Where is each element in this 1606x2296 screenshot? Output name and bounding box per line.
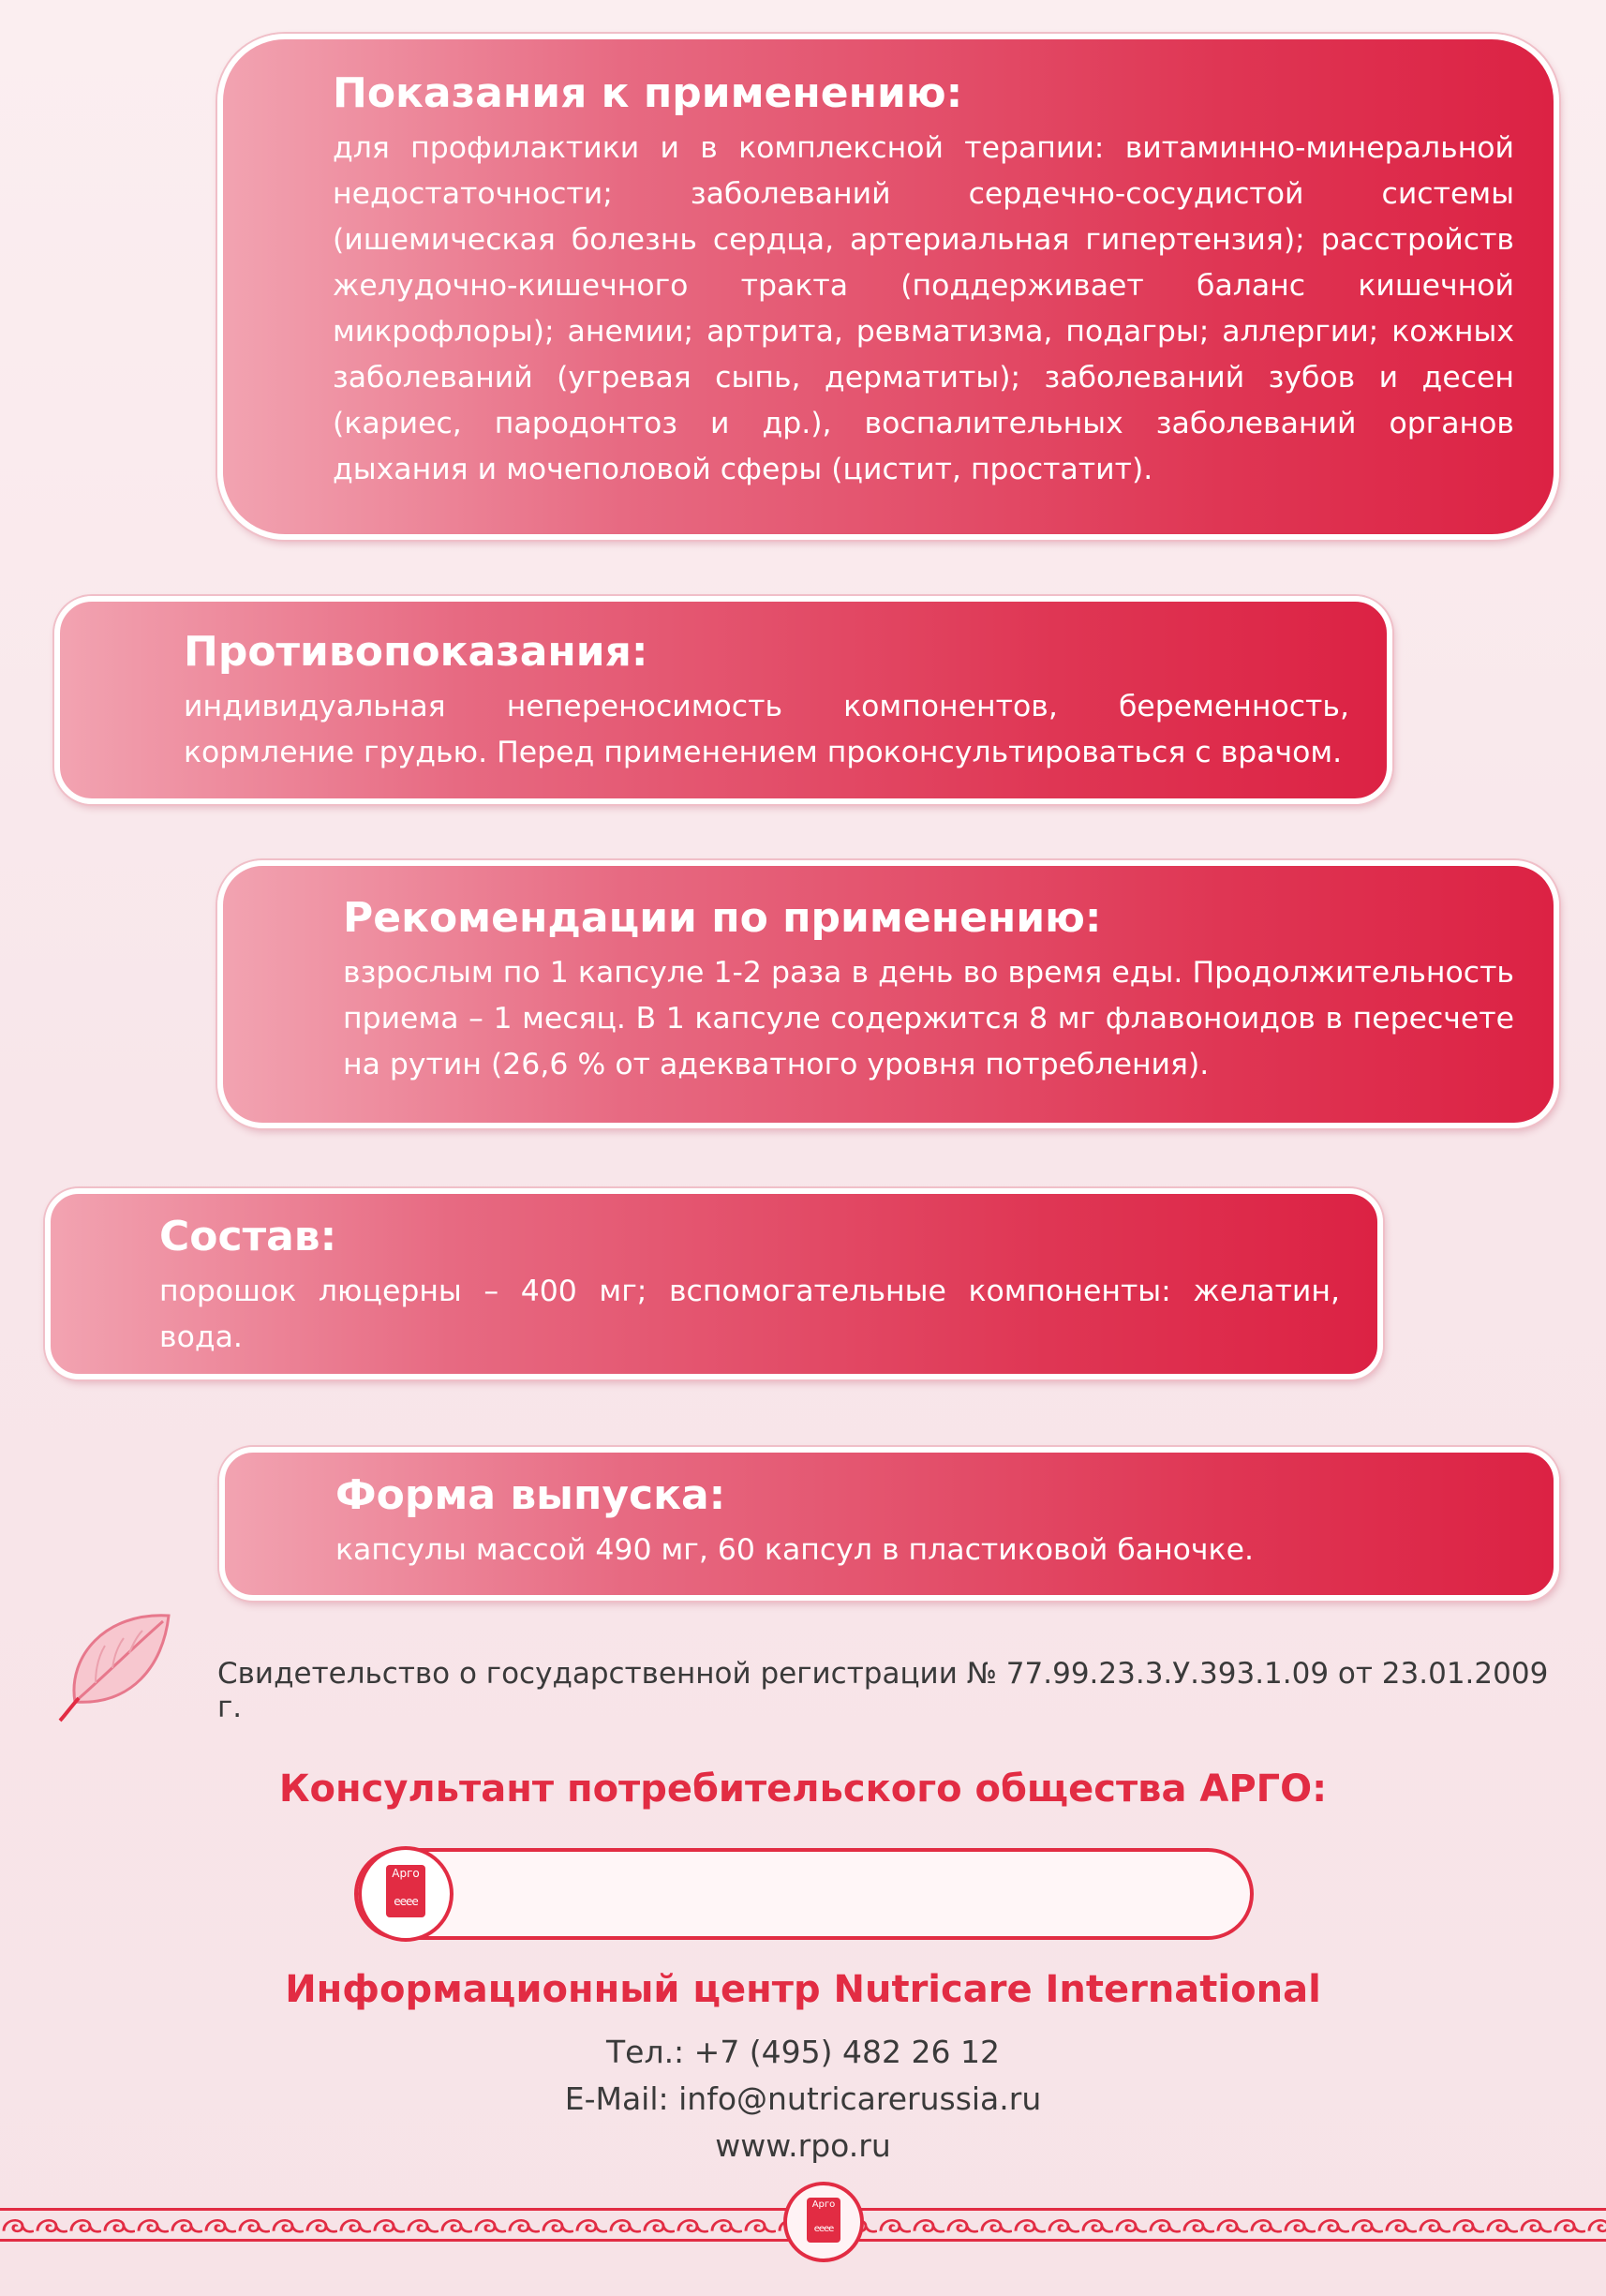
info-center-title: Информационный центр Nutricare International [285,1968,1321,2011]
argo-logo-icon: Арго ееее [358,1846,454,1942]
contraindications-title: Противопоказания: [184,628,648,676]
contraindications-text: индивидуальная непереносимость компонентов, беременность, кормление грудью. Перед применением проконсультироваться с врачом. [184,690,1349,769]
release-form-text: капсулы массой 490 мг, 60 капсул в пластиковой баночке. [335,1533,1254,1567]
consultant-title: Консультант потребительского общества АРГО: [278,1767,1328,1811]
consultant-field[interactable] [354,1848,1254,1940]
phone-number: Тел.: +7 (495) 482 26 12 [606,2034,1000,2070]
email-address[interactable]: E-Mail: info@nutricarerussia.ru [564,2080,1042,2117]
footer-ornament [0,2182,1606,2266]
indications-text: для профилактики и в комплексной терапии: витаминно-минеральной недостаточности; заболеваний сердечно-сосудистой системы (ишемическая болезнь сердца, артериальная гипертензия); расстройств желудочно-кишечного тракта (поддерживает баланс кишечной микрофлоры); анемии; артрита, ревматизма, подагры; аллергии; кожных заболеваний (угревая сыпь, дерматиты); заболеваний зубов и десен (кариес, пародонтоз и др.), воспалительных заболеваний органов дыхания и мочеполовой сферы (цистит, простатит). [333,131,1514,486]
composition-panel [45,1188,1383,1379]
recommendations-panel [217,860,1559,1128]
composition-text: порошок люцерны – 400 мг; вспомогательные компоненты: желатин, вода. [159,1275,1340,1354]
release-form-title: Форма выпуска: [335,1471,726,1519]
registration-text: Свидетельство о государственной регистрации № 77.99.23.3.У.393.1.09 от 23.01.2009 г. [217,1657,1549,1724]
release-form-panel [219,1447,1559,1601]
contraindications-panel [54,596,1392,804]
argo-footer-logo-text: Арго [811,2199,836,2210]
argo-logo-text: Арго [392,1867,420,1880]
composition-title: Состав: [159,1213,337,1260]
indications-title: Показания к применению: [333,69,963,117]
website-link[interactable]: www.rpo.ru [715,2127,891,2164]
recommendations-title: Рекомендации по применению: [343,894,1102,942]
recommendations-text: взрослым по 1 капсуле 1-2 раза в день во время еды. Продолжительность приема – 1 месяц. В 1 капсуле содержится 8 мг флавоноидов в пересчете на рутин (26,6 % от адекватного уровня потребления). [343,956,1514,1081]
indications-panel [217,34,1559,540]
leaf-icon [58,1601,180,1722]
argo-footer-logo-icon: Арго ееее [783,2182,864,2262]
